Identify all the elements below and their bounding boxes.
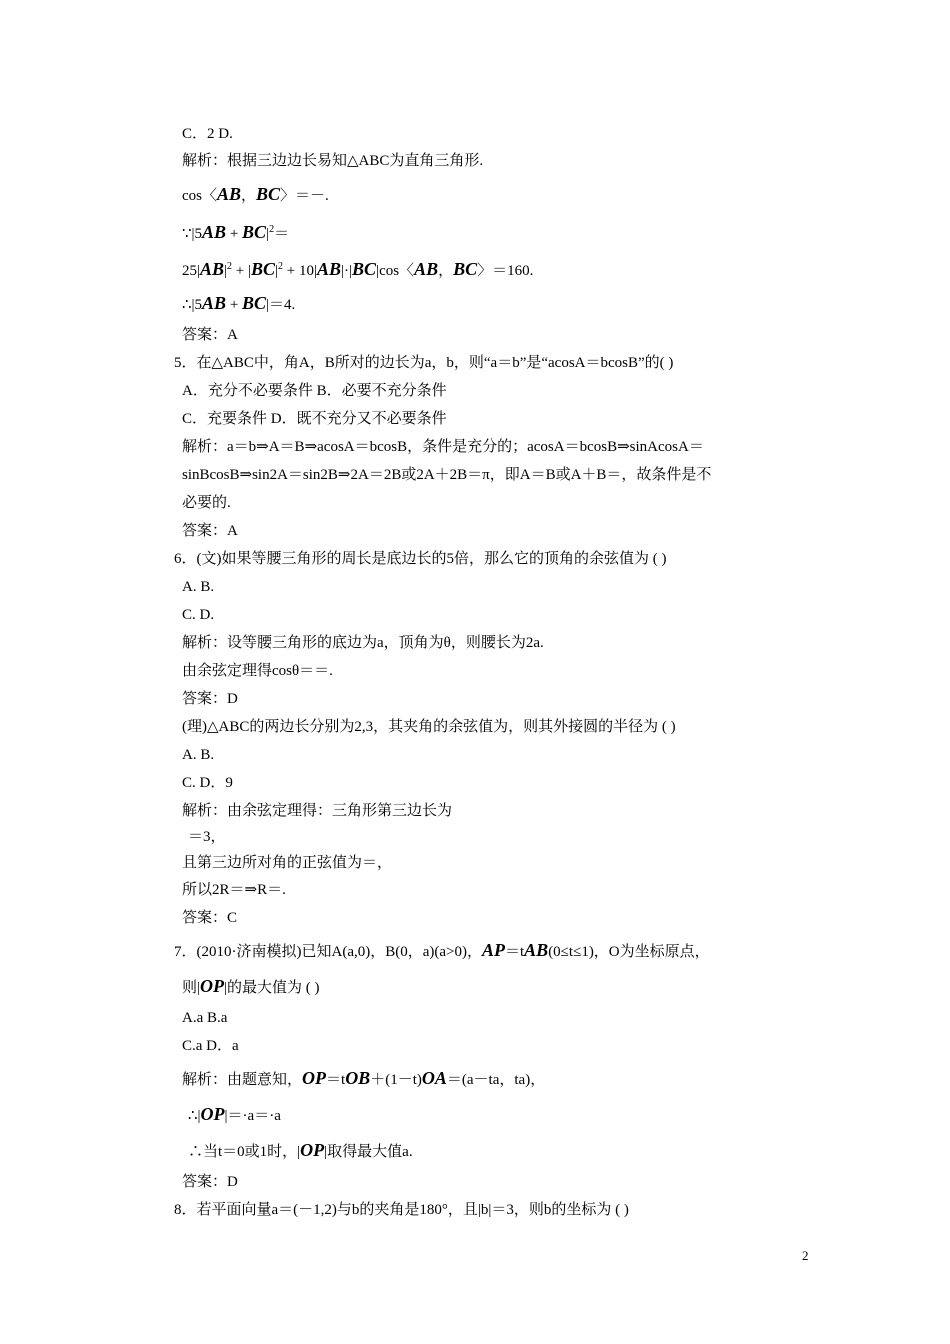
text: ，: [241, 188, 257, 204]
text: 25|: [182, 263, 201, 279]
text-line: [182, 976, 320, 998]
text-line: 所以2R＝⇒R＝.: [182, 882, 286, 898]
option-line: A．充分不必要条件 B．必要不充分条件: [182, 383, 447, 399]
text: (0≤t≤1)，O为坐标原点，: [548, 944, 710, 960]
vector-ab: AB: [524, 940, 549, 960]
text: |＝4.: [266, 297, 296, 313]
text: ＝: [274, 226, 290, 242]
text-line: [182, 293, 295, 315]
answer-line: 答案：A: [182, 523, 238, 539]
option-line: A. B.: [182, 747, 215, 763]
text: ＝(a－ta，ta)，: [446, 1072, 546, 1088]
text: +: [226, 226, 243, 242]
option-line: A.a B.a: [182, 1010, 228, 1026]
text: 则|: [182, 980, 201, 996]
text-line: sinBcosB⇒sin2A＝sin2B⇒2A＝2B或2A＋2B＝π，即A＝B或A＋B＝，故条件是不: [182, 467, 712, 483]
text: 〉＝－.: [280, 188, 329, 204]
text: cos〈: [182, 188, 217, 204]
text: ＋(1－t): [370, 1072, 422, 1088]
text: ∴当t＝0或1时，|: [188, 1144, 301, 1160]
text-line: 解析：a＝b⇒A＝B⇒acosA＝bcosB，条件是充分的；acosA＝bcosB⇒sinAcosA＝: [182, 439, 704, 455]
text: ∴|5: [182, 297, 203, 313]
text-line: 解析：由余弦定理得：三角形第三边长为: [182, 803, 453, 819]
option-line: A. B.: [182, 579, 215, 595]
text: ∴|: [188, 1108, 201, 1124]
text: 〉＝160.: [477, 263, 534, 279]
text-line: 解析：设等腰三角形的底边为a，顶角为θ，则腰长为2a.: [182, 635, 544, 651]
vector-ob: OB: [345, 1068, 371, 1088]
answer-line: 答案：D: [182, 691, 238, 707]
vector-ab: AB: [202, 293, 227, 313]
vector-ab: AB: [217, 184, 242, 204]
text: 解析：由题意知，: [182, 1072, 303, 1088]
superscript: 2: [278, 261, 284, 272]
answer-line: 答案：C: [182, 910, 238, 926]
answer-line: 答案：D: [182, 1174, 238, 1190]
vector-ab: AB: [414, 259, 439, 279]
option-line: C．充要条件 D．既不充分又不必要条件: [182, 411, 447, 427]
question-8: 8．若平面向量a＝(－1,2)与b的夹角是180°，且|b|＝3，则b的坐标为 ( ): [174, 1202, 629, 1218]
vector-bc: BC: [251, 259, 276, 279]
text: |: [266, 226, 270, 242]
text: ＝t: [505, 944, 525, 960]
question-6: 6．(文)如果等腰三角形的周长是底边长的5倍，那么它的顶角的余弦值为 ( ): [174, 551, 667, 567]
vector-op: OP: [300, 1140, 325, 1160]
option-line: C. D．9: [182, 775, 233, 791]
text: 7．(2010·济南模拟)已知A(a,0)，B(0，a)(a>0)，: [174, 944, 482, 960]
text-line: 解析：根据三边边长易知△ABC为直角三角形.: [182, 153, 484, 169]
vector-oa: OA: [421, 1068, 447, 1088]
text: + 10|: [283, 263, 318, 279]
text-line: C．2 D.: [182, 126, 233, 142]
text-line: 必要的.: [182, 495, 231, 511]
vector-bc: BC: [242, 222, 267, 242]
vector-ap: AP: [481, 940, 505, 960]
text: ∵|5: [182, 226, 203, 242]
vector-bc: BC: [352, 259, 377, 279]
vector-op: OP: [200, 976, 225, 996]
vector-bc: BC: [453, 259, 478, 279]
text: |: [275, 263, 279, 279]
text: +: [226, 297, 243, 313]
text: |的最大值为 ( ): [224, 980, 320, 996]
text-line: [188, 1140, 413, 1162]
page-number: 2: [802, 1248, 809, 1263]
vector-ab: AB: [200, 259, 225, 279]
superscript: 2: [269, 224, 275, 235]
option-line: C. D.: [182, 607, 215, 623]
question-6-li: (理)△ABC的两边长分别为2,3，其夹角的余弦值为，则其外接圆的半径为 ( ): [182, 719, 676, 735]
superscript: 2: [227, 261, 233, 272]
text: |＝·a＝·a: [224, 1108, 281, 1124]
text: |·|: [341, 263, 353, 279]
vector-bc: BC: [256, 184, 281, 204]
option-line: C.a D．a: [182, 1038, 239, 1054]
text-line: [182, 184, 329, 206]
text: |取得最大值a.: [324, 1144, 413, 1160]
question-5: 5．在△ABC中，角A，B所对的边长为a，b，则“a＝b”是“acosA＝bcosB”的( ): [174, 355, 674, 371]
text: + |: [232, 263, 252, 279]
vector-op: OP: [200, 1104, 225, 1124]
text: |cos〈: [376, 263, 415, 279]
text-line: [182, 220, 289, 244]
vector-ab: AB: [317, 259, 342, 279]
answer-line: 答案：A: [182, 327, 238, 343]
text-line: 由余弦定理得cosθ＝＝.: [182, 663, 333, 679]
vector-ab: AB: [202, 222, 227, 242]
question-7: [174, 940, 710, 962]
text: ，: [438, 263, 454, 279]
text: |: [224, 263, 228, 279]
text-line: [182, 1068, 545, 1090]
text: ＝t: [326, 1072, 346, 1088]
vector-bc: BC: [242, 293, 267, 313]
vector-op: OP: [302, 1068, 327, 1088]
text-line: ＝3，: [188, 829, 226, 845]
text-line: 且第三边所对角的正弦值为＝，: [182, 855, 393, 871]
text-line: [188, 1104, 281, 1126]
text-line: [182, 257, 533, 281]
